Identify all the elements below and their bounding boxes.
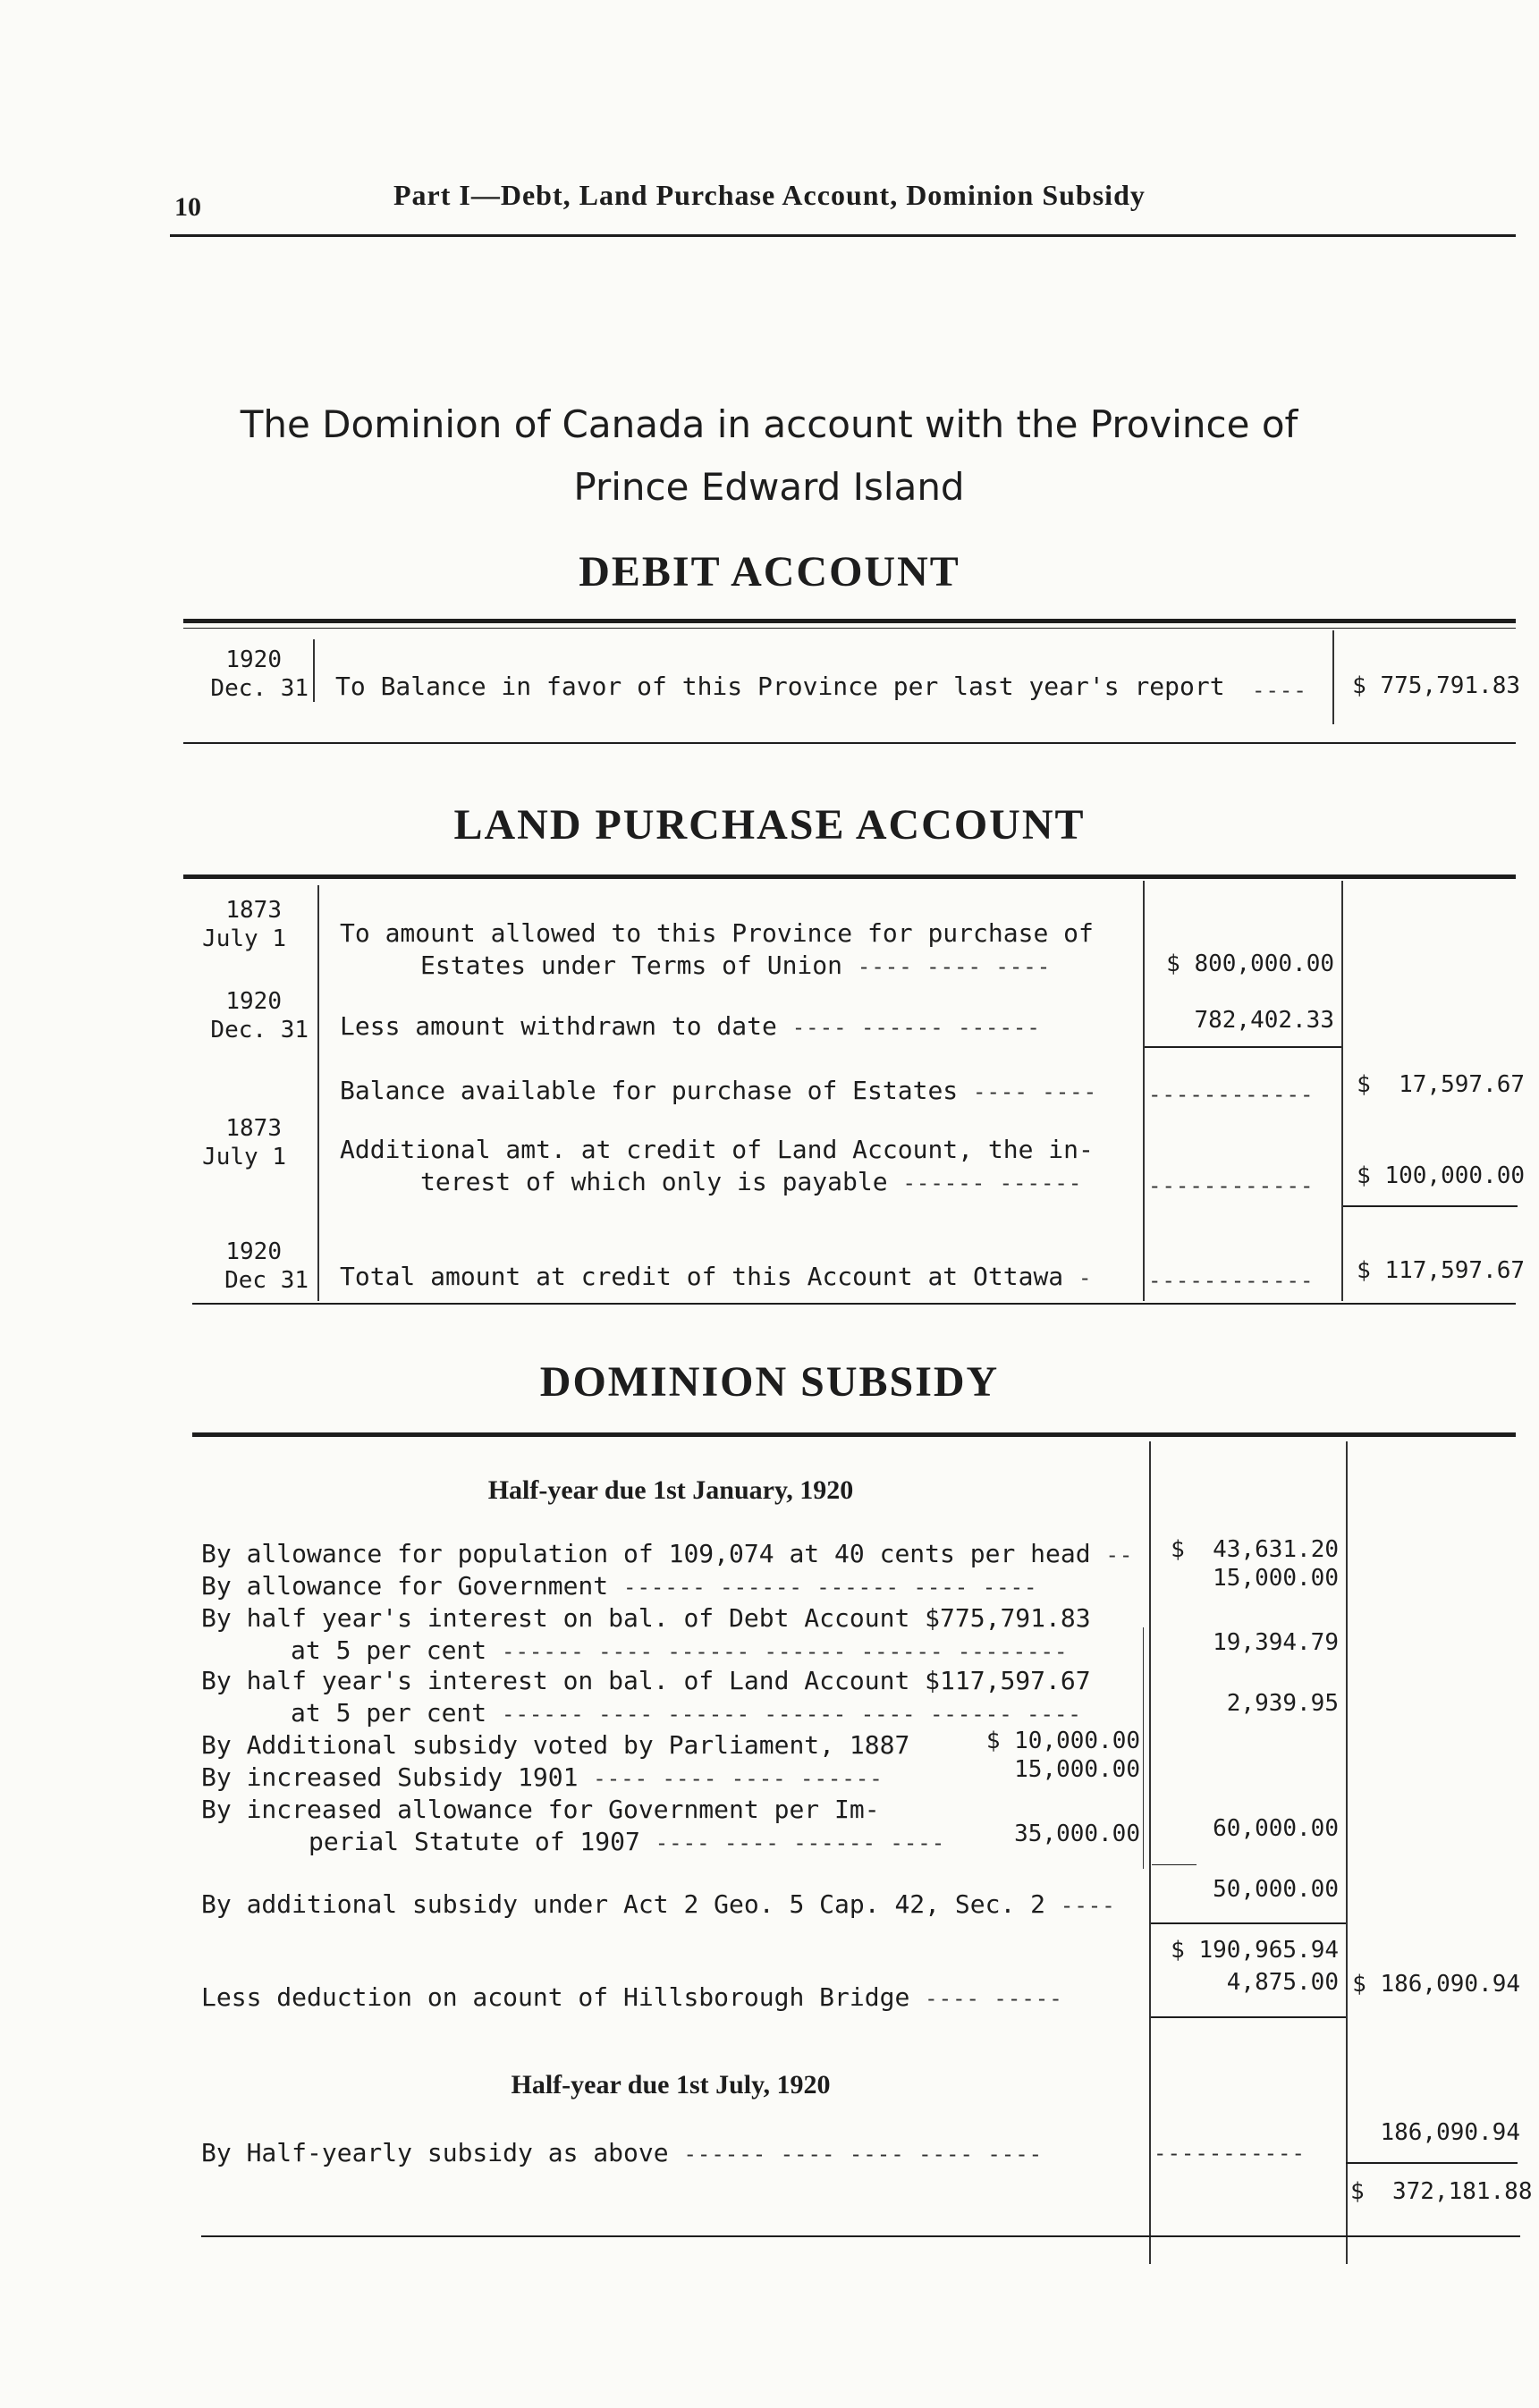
land-interest-rate: at 5 per cent bbox=[291, 1698, 487, 1728]
col1-blank-dashes: ------------ bbox=[1148, 1082, 1315, 1107]
col1-blank-dashes: ----------- bbox=[1154, 2141, 1306, 2166]
land-col2-rule-h bbox=[1343, 1205, 1518, 1207]
inner-amount-1907: 35,000.00 bbox=[1014, 1821, 1140, 1847]
page-number: 10 bbox=[174, 192, 201, 222]
debit-year: 1920 bbox=[225, 646, 282, 673]
subsidy-heading: DOMINION SUBSIDY bbox=[539, 1358, 1000, 1406]
subsidy-line-additional-1887: By Additional subsidy voted by Parliament, 1887 bbox=[201, 1730, 910, 1760]
title-line-2: Prince Edward Island bbox=[573, 465, 965, 509]
land-row5-amount: $ 117,597.67 bbox=[1357, 1257, 1525, 1284]
subsidy-col1-left-rule bbox=[1149, 1441, 1151, 2264]
subsidy-1907-text: perial Statute of 1907 bbox=[309, 1827, 640, 1856]
land-row2-text: Less amount withdrawn to date bbox=[340, 1011, 777, 1041]
land-bottom-rule bbox=[192, 1303, 1516, 1305]
debit-top-rule bbox=[183, 619, 1516, 623]
land-row5-date: Dec 31 bbox=[224, 1267, 309, 1294]
subsidy-line-land-interest-2 bbox=[201, 1697, 1082, 1730]
subsidy-line-1907-2 bbox=[255, 1826, 945, 1859]
debit-date-rule bbox=[313, 639, 315, 702]
leader-dots: ------ ---- ------ ------ ---- ------ ---- bbox=[502, 1702, 1082, 1727]
land-row4-date: July 1 bbox=[202, 1144, 286, 1170]
land-row1-date: July 1 bbox=[202, 925, 286, 952]
leader-dots: ---- ---- ------ ---- bbox=[655, 1830, 946, 1855]
leader-dots: ---- ---- ---- ------ bbox=[593, 1766, 884, 1791]
debit-date: Dec. 31 bbox=[210, 675, 309, 702]
debit-heading: DEBIT ACCOUNT bbox=[579, 548, 960, 596]
land-row1-amount: $ 800,000.00 bbox=[1166, 951, 1334, 977]
land-row4-year: 1873 bbox=[225, 1115, 282, 1142]
col1-sum-rule bbox=[1151, 1922, 1346, 1924]
col1-blank-dashes: ------------ bbox=[1148, 1173, 1315, 1198]
population-text: By allowance for population of 109,074 at 40 cents per head bbox=[201, 1539, 1091, 1568]
subsidy-line-government bbox=[201, 1570, 1038, 1603]
subsidy-amount-population: $ 43,631.20 bbox=[1171, 1536, 1339, 1563]
subsidy-amount-land-interest: 2,939.95 bbox=[1226, 1690, 1339, 1717]
half1-heading: Half-year due 1st January, 1920 bbox=[487, 1475, 854, 1505]
land-row5-text: Total amount at credit of this Account at Ottawa bbox=[340, 1262, 1064, 1291]
land-row4-line1: Additional amt. at credit of Land Account, the in- bbox=[340, 1135, 1094, 1164]
land-row1-year: 1873 bbox=[225, 897, 282, 924]
inner-column-rule bbox=[1143, 1627, 1144, 1869]
subsidy-amount-government: 15,000.00 bbox=[1213, 1565, 1339, 1592]
land-row2-amount: 782,402.33 bbox=[1194, 1007, 1334, 1034]
subsidy-line-1901 bbox=[201, 1762, 884, 1795]
subsidy-line-half2 bbox=[201, 2137, 1043, 2170]
leader-dots: - bbox=[1078, 1265, 1093, 1290]
hillsborough-text: Less deduction on acount of Hillsborough Bridge bbox=[201, 1982, 910, 2012]
leader-dots: ---- ---- bbox=[973, 1079, 1098, 1104]
geo5-text: By additional subsidy under Act 2 Geo. 5 Cap. 42, Sec. 2 bbox=[201, 1889, 1046, 1919]
debit-top-rule-thin bbox=[183, 628, 1516, 629]
title-line-1: The Dominion of Canada in account with the Province of bbox=[240, 402, 1298, 446]
land-row3-line1 bbox=[340, 1075, 1097, 1108]
land-row2-line1 bbox=[340, 1010, 1041, 1043]
leader-dots: ------ ------ ------ ---- ---- bbox=[623, 1575, 1038, 1600]
land-row2-date: Dec. 31 bbox=[210, 1017, 309, 1043]
leader-dots: ---- bbox=[1252, 678, 1307, 703]
subsidy-line-hillsborough bbox=[201, 1981, 1063, 2015]
land-row5-line1 bbox=[340, 1261, 1092, 1294]
half2-text: By Half-yearly subsidy as above bbox=[201, 2138, 669, 2167]
debt-interest-rate: at 5 per cent bbox=[291, 1635, 487, 1665]
debit-bottom-rule bbox=[183, 742, 1516, 744]
debit-text: To Balance in favor of this Province per last year's report bbox=[335, 672, 1225, 701]
land-row1-line2 bbox=[367, 950, 1051, 983]
running-head: Part I—Debt, Land Purchase Account, Dominion Subsidy bbox=[393, 179, 1146, 211]
leader-dots: ------ ---- ------ ------ ------ -------- bbox=[502, 1639, 1069, 1664]
inner-subtotal-rule bbox=[1152, 1864, 1197, 1865]
leader-dots: ---- ---- ---- bbox=[857, 954, 1052, 979]
subsidy-1901-text: By increased Subsidy 1901 bbox=[201, 1762, 579, 1792]
col1-blank-dashes: ------------ bbox=[1148, 1268, 1315, 1293]
leader-dots: ---- ------ ------ bbox=[791, 1015, 1041, 1040]
subsidy-amount-geo5: 50,000.00 bbox=[1213, 1876, 1339, 1903]
subsidy-sum: $ 190,965.94 bbox=[1171, 1937, 1339, 1964]
land-row4-amount: $ 100,000.00 bbox=[1357, 1162, 1525, 1189]
leader-dots: -- bbox=[1105, 1542, 1134, 1567]
leader-dots: ------ ------ bbox=[902, 1170, 1083, 1196]
subsidy-line-geo5 bbox=[201, 1888, 1116, 1922]
subsidy-bottom-rule bbox=[201, 2235, 1520, 2237]
land-subtotal-rule bbox=[1145, 1046, 1341, 1048]
subsidy-amount-1907-total: 60,000.00 bbox=[1213, 1815, 1339, 1842]
land-heading: LAND PURCHASE ACCOUNT bbox=[453, 801, 1086, 849]
land-row1-line2-text: Estates under Terms of Union bbox=[420, 951, 843, 980]
government-text: By allowance for Government bbox=[201, 1571, 609, 1601]
leader-dots: ---- ----- bbox=[925, 1986, 1063, 2011]
land-date-rule bbox=[317, 885, 319, 1301]
land-row5-year: 1920 bbox=[225, 1238, 282, 1265]
subsidy-col2-left-rule bbox=[1346, 1441, 1348, 2264]
land-row4-line2 bbox=[367, 1166, 1082, 1199]
land-col2-rule bbox=[1341, 881, 1343, 1301]
subsidy-line-population bbox=[201, 1538, 1133, 1571]
land-row1-line1: To amount allowed to this Province for purchase of bbox=[340, 918, 1094, 948]
leader-dots: ------ ---- ---- ---- ---- bbox=[683, 2142, 1044, 2167]
land-top-rule bbox=[183, 874, 1516, 879]
subsidy-line-land-interest: By half year's interest on bal. of Land Account $117,597.67 bbox=[201, 1666, 1091, 1695]
land-row3-text: Balance available for purchase of Estates bbox=[340, 1076, 959, 1105]
leader-dots: ---- bbox=[1060, 1893, 1116, 1918]
debit-amount-rule bbox=[1332, 630, 1334, 724]
subsidy-half1-net: $ 186,090.94 bbox=[1352, 1971, 1520, 1998]
col1-lower-rule bbox=[1151, 2016, 1346, 2018]
subsidy-amount-hillsborough: 4,875.00 bbox=[1226, 1969, 1339, 1996]
subsidy-half2-amount: 186,090.94 bbox=[1380, 2119, 1520, 2146]
land-row4-line2-text: terest of which only is payable bbox=[420, 1167, 888, 1196]
inner-amount-1887: $ 10,000.00 bbox=[985, 1728, 1140, 1754]
subsidy-line-debt-interest: By half year's interest on bal. of Debt Account $775,791.83 bbox=[201, 1603, 1091, 1633]
half2-heading: Half-year due 1st July, 1920 bbox=[511, 2070, 831, 2100]
debit-amount: $ 775,791.83 bbox=[1352, 672, 1520, 699]
land-row3-amount: $ 17,597.67 bbox=[1357, 1071, 1525, 1098]
document-title bbox=[179, 393, 1359, 519]
subsidy-line-1907: By increased allowance for Government per Im- bbox=[201, 1795, 880, 1824]
subsidy-line-debt-interest-2 bbox=[201, 1635, 1068, 1668]
header-rule bbox=[170, 234, 1516, 237]
subsidy-amount-debt-interest: 19,394.79 bbox=[1213, 1629, 1339, 1656]
land-col1-rule bbox=[1143, 881, 1145, 1301]
subsidy-grand-total: $ 372,181.88 bbox=[1350, 2178, 1533, 2205]
land-row2-year: 1920 bbox=[225, 988, 282, 1015]
inner-amount-1901: 15,000.00 bbox=[1014, 1756, 1140, 1783]
col2-total-rule bbox=[1346, 2162, 1518, 2164]
subsidy-top-rule bbox=[192, 1432, 1516, 1437]
